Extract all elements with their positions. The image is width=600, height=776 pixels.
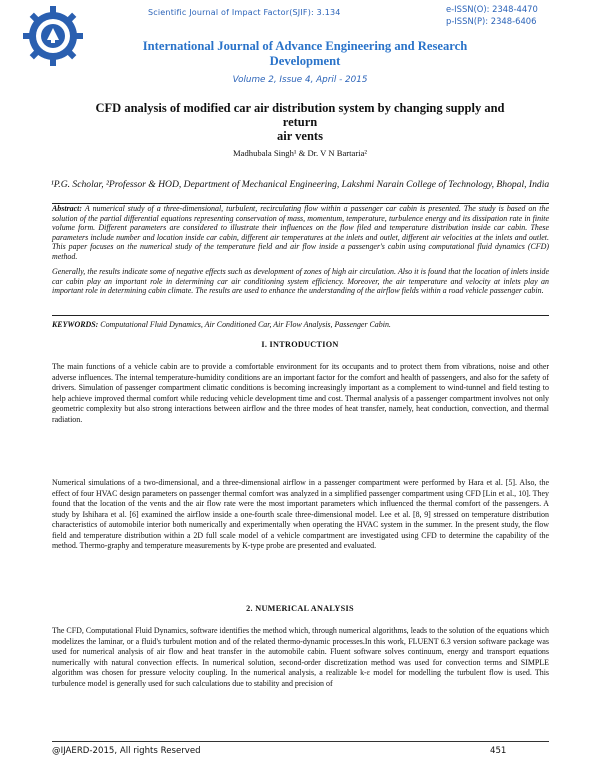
paper-title-line-1: CFD analysis of modified car air distribution system by changing supply and return xyxy=(95,101,505,129)
intro-paragraph-2: Numerical simulations of a two-dimensional, and a three-dimensional airflow in a passenger compartment were performed by Hara et al. [5]. Also, the effect of four HVAC design parameters on passenger thermal comfort was analyzed in a simplified passenger compartment using CFD [Lin et al., 10]. They found that the location of the vents and the air flow rate were the most important parameters which influenced the thermal comfort of the passengers. A study by Ishihara et al. [6] examined the airflow inside a one-fourth scale three-dimensional model. Lee et al. [8, 9] stressed on temperature distribution characteristics of automobile interior both numerically and experimentally when operating the HVAC system in the summer. In the present study, the flow field and temperature distribution within a 2D full scale model of a vehicle compartment are investigated using CFD to determine the capability of the method. Thermo-graphy and temperature measurements by K-type probe are presented and evaluated. xyxy=(52,478,549,550)
intro-paragraph-1: The main functions of a vehicle cabin are to provide a comfortable environment for its occupants and to protect them from vibrations, noise and other adverse influences. The internal temperature-humidity conditions are an important factor for the comfort and health of passengers, and also for the safety of drivers. Simulation of passenger compartment climatic conditions is becoming increasingly important as a complement to wind-tunnel and field testing to help achieve improved thermal comfort while reducing vehicle development time and cost. Thermal analysis of a passenger compartment involves not only geometric complexity but also strong interactions between airflow and the three modes of heat transfer, namely, heat conduction, convection, and thermal radiation. xyxy=(52,362,549,424)
journal-title xyxy=(110,39,500,69)
section-heading-numerical-analysis: 2. NUMERICAL ANALYSIS xyxy=(246,604,354,613)
paper-title xyxy=(90,101,510,143)
footer-rule xyxy=(52,741,549,742)
keywords-text: Computational Fluid Dynamics, Air Conditioned Car, Air Flow Analysis, Passenger Cabin. xyxy=(100,320,391,329)
keywords-rule xyxy=(52,315,549,316)
journal-logo xyxy=(20,3,86,69)
journal-title-line-2: Development xyxy=(269,54,341,68)
abstract-label: Abstract: xyxy=(52,204,82,213)
affiliation: ¹P.G. Scholar, ²Professor & HOD, Department of Mechanical Engineering, Lakshmi Narain College of Technology, Bhopal, India xyxy=(50,179,550,190)
section-heading-introduction: I. INTRODUCTION xyxy=(261,340,339,349)
abstract-paragraph-2: Generally, the results indicate some of negative effects such as development of zones of high air circulation. Also it is found that the location of inlets inside car cabin play an important role in determining car air conditioning system efficiency. Moreover, the air temperature and velocity at inlets play an important role in determining cabin climate. The results are used to enhance the understanding of the airflow fields within a road vehicle passenger cabin. xyxy=(52,267,549,296)
numerical-paragraph-1: The CFD, Computational Fluid Dynamics, software identifies the method which, through numerical algorithms, leads to the solution of the equations which modelizes the laminar, or a fluid's turbulent motion and of the related thermo-dynamic processes.In this work, FLUENT 6.3 version software package was used for numerical analysis of air flow and heat transfer in the automobile cabin. Fluent software solves continuum, energy and transport equations numerically with natural convection effects. In numerical solution, second-order discretization method was used for convection terms and SIMPLE algorithm was chosen for pressure velocity coupling. In the numerical analysis, a realizable k-ε model for modelling the turbulent flow is used. This turbulence model is generally used for such calculations due to stability and precision of xyxy=(52,626,549,688)
issn-block xyxy=(446,3,538,27)
abstract xyxy=(52,204,549,262)
journal-title-line-1: International Journal of Advance Engineering and Research xyxy=(142,39,468,53)
sjif-impact-factor: Scientific Journal of Impact Factor(SJIF): 3.134 xyxy=(148,8,341,17)
footer-copyright: @IJAERD-2015, All rights Reserved xyxy=(52,746,201,756)
logo-gear-icon xyxy=(20,3,86,69)
volume-issue: Volume 2, Issue 4, April - 2015 xyxy=(232,75,368,85)
paper-title-line-2: air vents xyxy=(277,129,323,143)
keywords xyxy=(52,320,549,330)
pissn: p-ISSN(P): 2348-6406 xyxy=(446,16,537,26)
page-number: 451 xyxy=(490,746,507,756)
abstract-text: A numerical study of a three-dimensional, turbulent, recirculating flow within a passenger car cabin is presented. The study is based on the solution of the partial differential equations representing conservation of mass, momentum, temperature, turbulence energy and its dissipation rate in finite volume form. Different parameters are considered to illustrate their influences on the flow filed and temperature distribution inside car cabin. These parameters include number and location inside car cabin, different air temperatures at the inlets and outlet, different air velocities at the inlets and outlet. This paper focuses on the numerical study of the temperature field and air flow inside a passenger's cabin using computational fluid dynamics (CFD) method. xyxy=(52,204,549,261)
authors: Madhubala Singh¹ & Dr. V N Bartaria² xyxy=(233,148,367,158)
keywords-label: KEYWORDS: xyxy=(52,320,99,329)
eissn: e-ISSN(O): 2348-4470 xyxy=(446,4,538,14)
